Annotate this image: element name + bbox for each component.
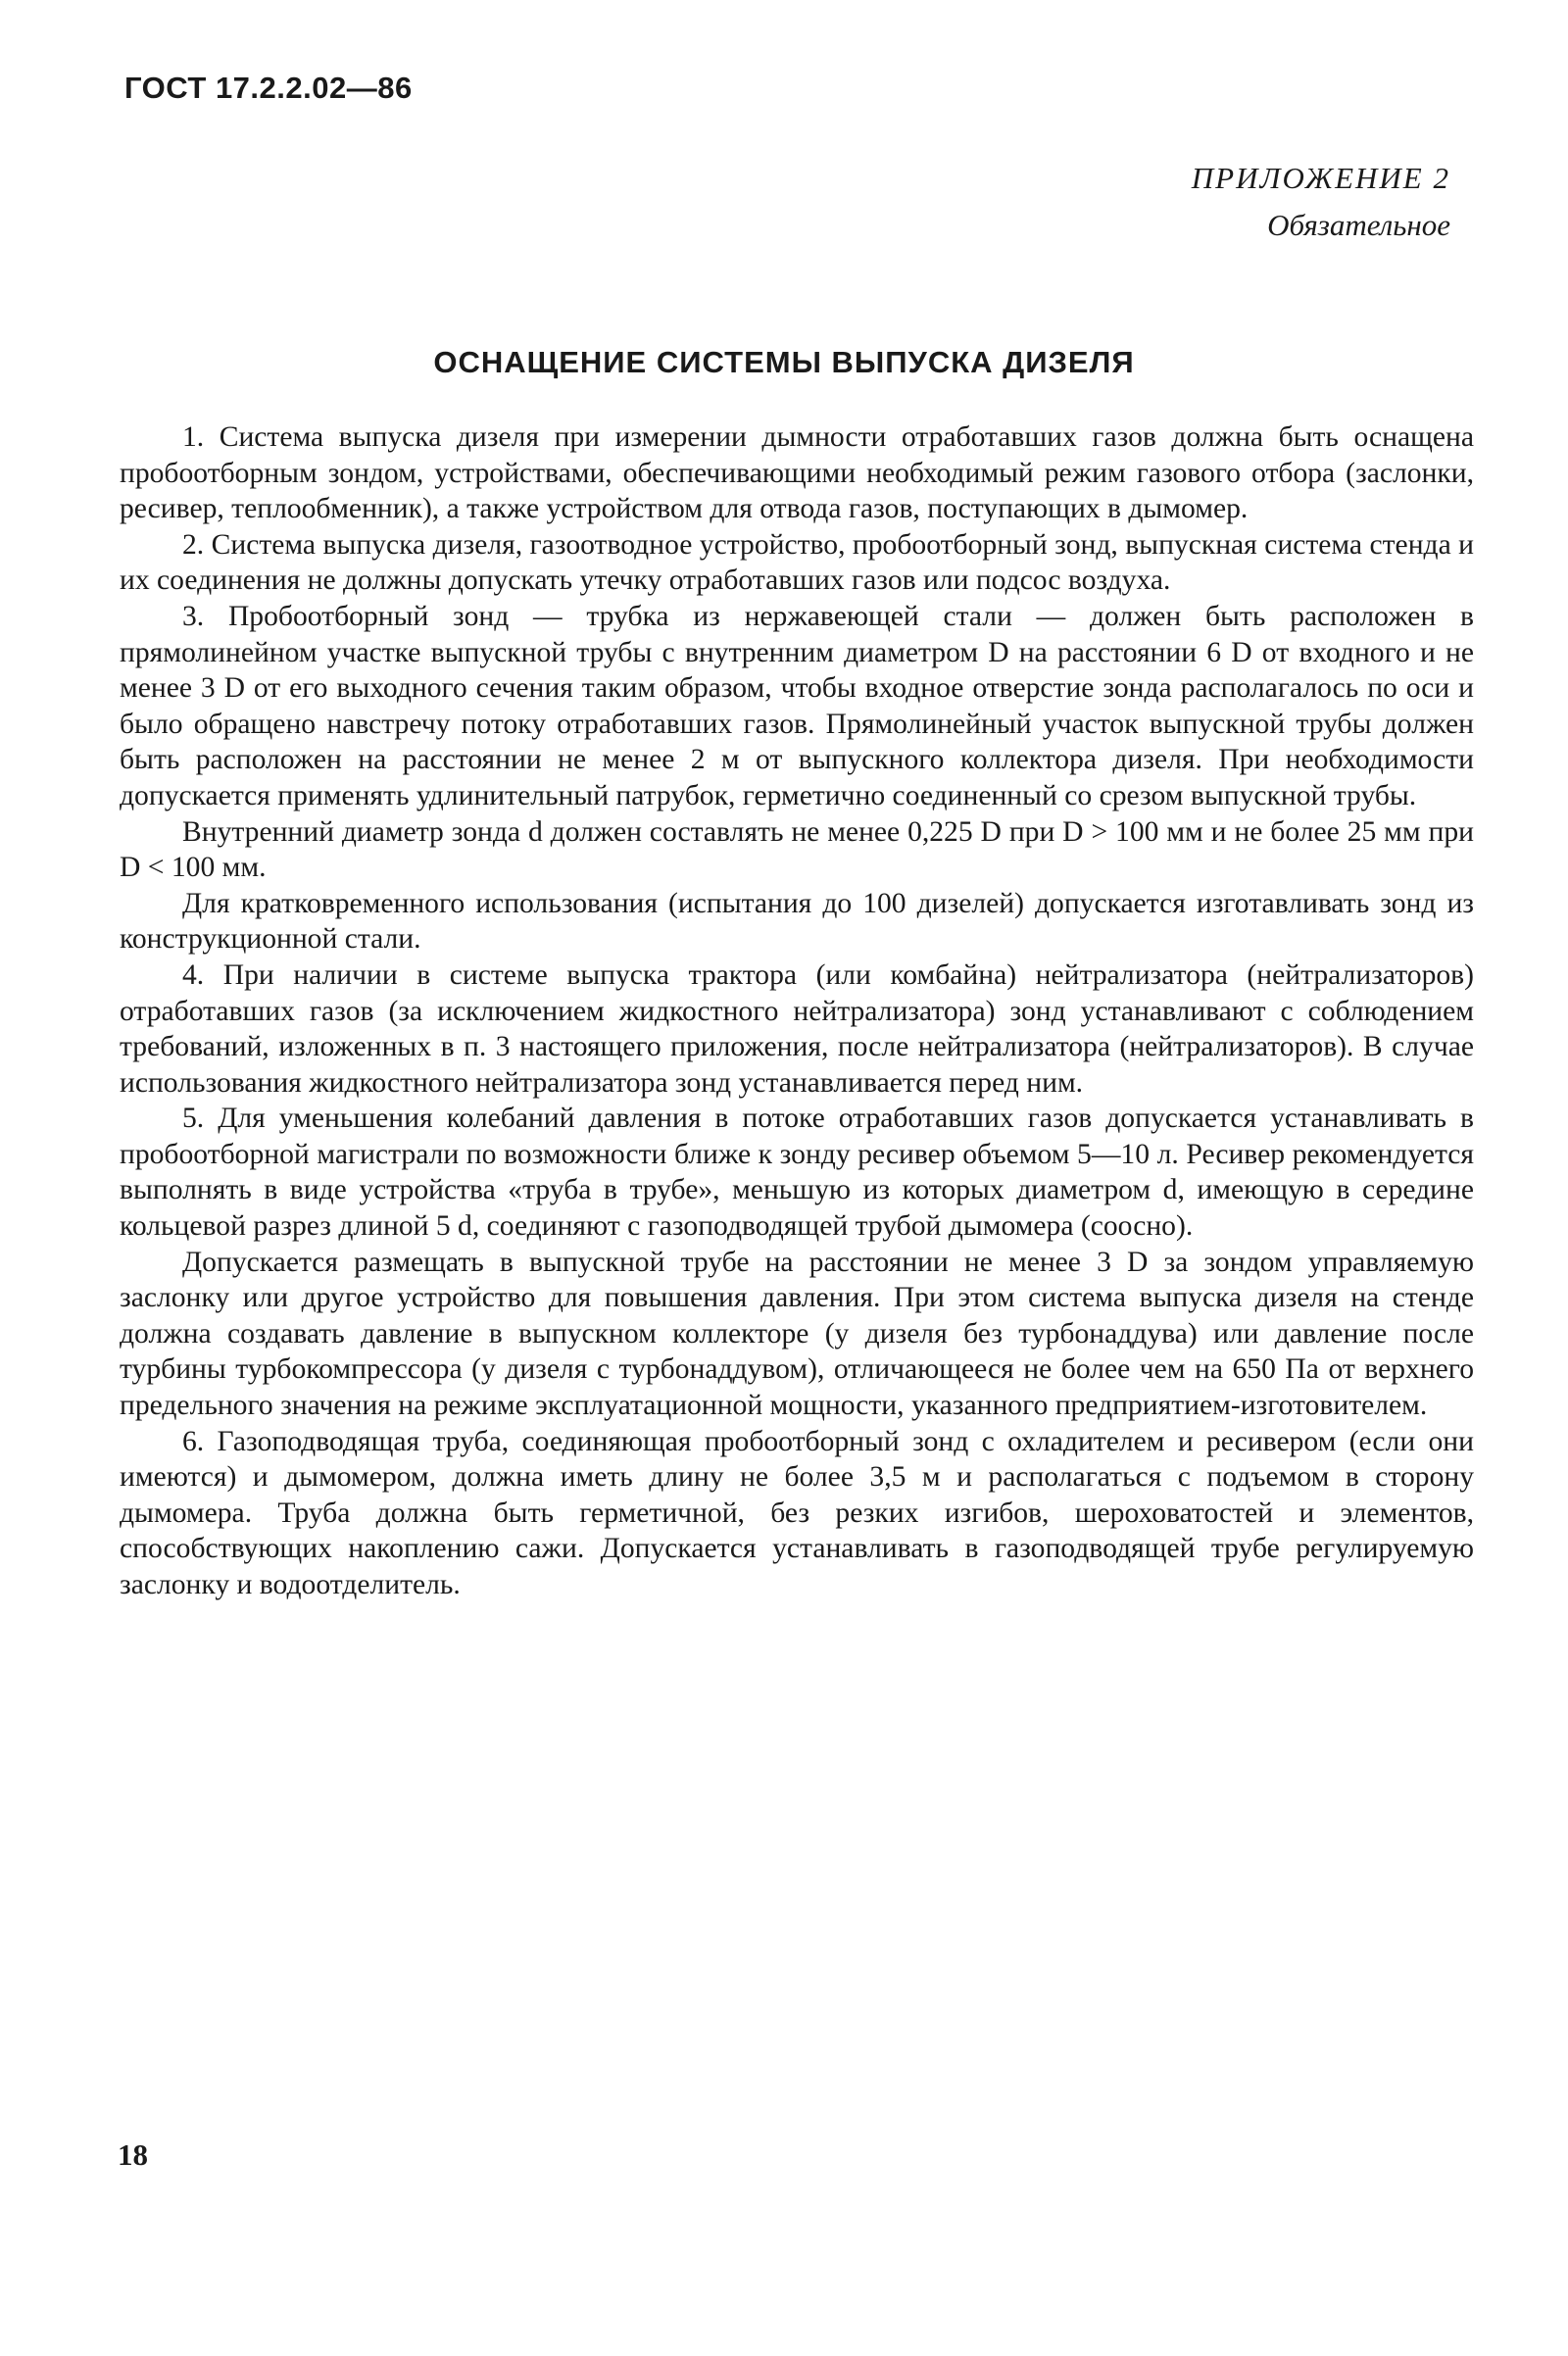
paragraph-5-throttle: Допускается размещать в выпускной трубе на расстоянии не менее 3 D за зондом управляемую заслонку или другое устройство для повышения давления. При этом система выпуска дизеля на стенде должна создавать давление в выпускном коллекторе (у дизеля без турбонаддува) или давление после турбины турбокомпрессора (у дизеля с турбонаддувом), отличающееся не более чем на 650 Па от верхнего предельного значения на режиме эксплуатационной мощности, указанного предприятием-изготовителем. [120, 1246, 1474, 1422]
paragraph-2: 2. Система выпуска дизеля, газоотводное устройство, пробоотборный зонд, выпускная система стенда и их соединения не должны допускать утечку отработавших газов или подсос воздуха. [120, 528, 1474, 597]
page-number: 18 [118, 2137, 148, 2172]
paragraph-1: 1. Система выпуска дизеля при измерении дымности отработавших газов должна быть оснащена пробоотборным зондом, устройствами, обеспечивающими необходимый режим газового отбора (заслонки, ресивер, теплообменник), а также устройством для отвода газов, поступающих в дымомер. [120, 421, 1474, 525]
appendix-status: Обязательное [1267, 208, 1450, 242]
appendix-title: ПРИЛОЖЕНИЕ 2 [1191, 161, 1450, 195]
document-body [120, 419, 1474, 1603]
paragraph-6: 6. Газоподводящая труба, соединяющая пробоотборный зонд с охладителем и ресивером (если они имеются) и дымомером, должна иметь длину не более 3,5 м и располагаться с подъемом в сторону дымомера. Труба должна быть герметичной, без резких изгибов, шероховатостей и элементов, способствующих накоплению сажи. Допускается устанавливать в газоподводящей трубе регулируемую заслонку и водоотделитель. [120, 1425, 1474, 1600]
standard-code: ГОСТ 17.2.2.02—86 [124, 71, 413, 105]
document-title: ОСНАЩЕНИЕ СИСТЕМЫ ВЫПУСКА ДИЗЕЛЯ [433, 345, 1135, 379]
appendix-block [1192, 155, 1450, 249]
paragraph-3-diameter: Внутренний диаметр зонда d должен составлять не менее 0,225 D при D > 100 мм и не более 25 мм при D < 100 мм. [120, 815, 1474, 884]
paragraph-5: 5. Для уменьшения колебаний давления в потоке отработавших газов допускается устанавливать в пробоотборной магистрали по возможности ближе к зонду ресивер объемом 5—10 л. Ресивер рекомендуется выполнять в виде устройства «труба в трубе», меньшую из которых диаметром d, имеющую в середине кольцевой разрез длиной 5 d, соединяют с газоподводящей трубой дымомера (соосно). [120, 1103, 1474, 1243]
paragraph-4: 4. При наличии в системе выпуска трактора (или комбайна) нейтрализатора (нейтрализаторов) отработавших газов (за исключением жидкостного нейтрализатора) зонд устанавливают с соблюдением требований, изложенных в п. 3 настоящего приложения, после нейтрализатора (нейтрализаторов). В случае использования жидкостного нейтрализатора зонд устанавливается перед ним. [120, 958, 1474, 1099]
paragraph-3: 3. Пробоотборный зонд — трубка из нержавеющей стали — должен быть расположен в прямолинейном участке выпускной трубы с внутренним диаметром D на расстоянии 6 D от входного и не менее 3 D от его выходного сечения таким образом, чтобы входное отверстие зонда располагалось по оси и было обращено навстречу потоку отработавших газов. Прямолинейный участок выпускной трубы должен быть расположен на расстоянии не менее 2 м от выпускного коллектора дизеля. При необходимости допускается применять удлинительный патрубок, герметично соединенный со срезом выпускной трубы. [120, 600, 1474, 811]
paragraph-3-short-term: Для кратковременного использования (испытания до 100 дизелей) допускается изготавливать зонд из конструкционной стали. [120, 887, 1474, 956]
